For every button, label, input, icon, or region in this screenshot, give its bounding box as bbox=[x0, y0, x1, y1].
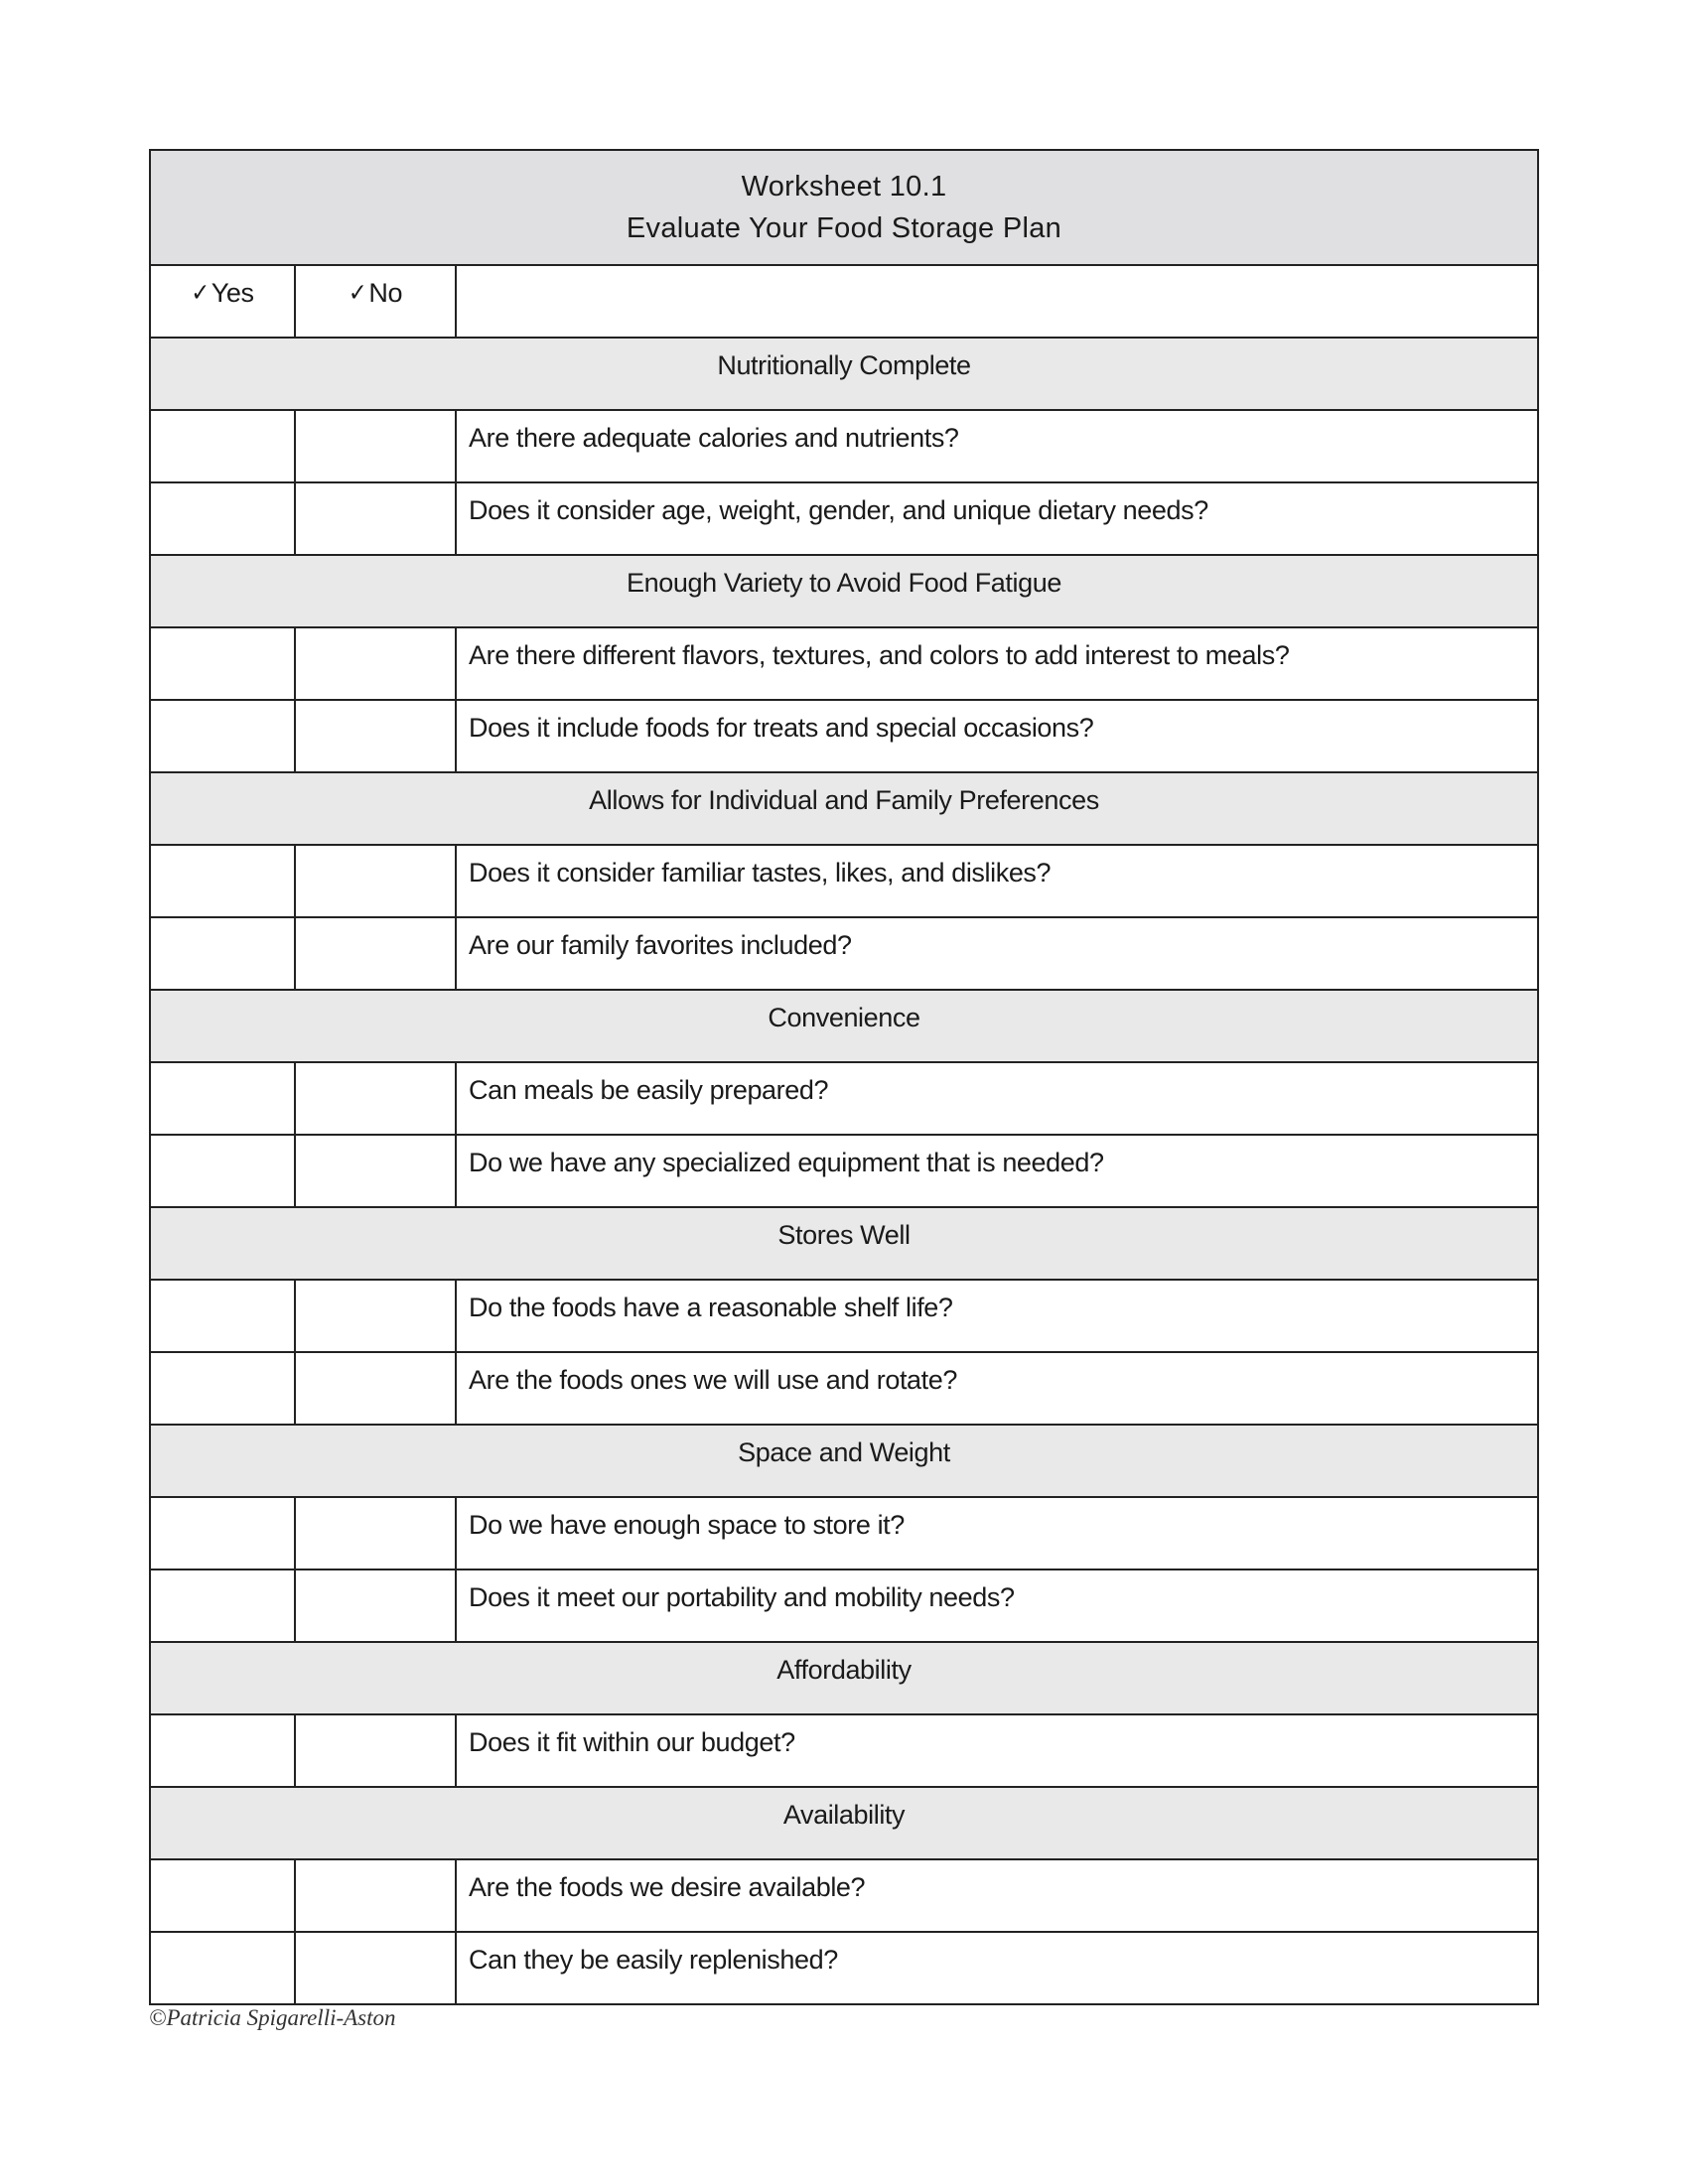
question-row bbox=[151, 1498, 1537, 1570]
question-row bbox=[151, 1933, 1537, 2003]
section-title: Affordability bbox=[776, 1655, 912, 1685]
column-header-row bbox=[151, 266, 1537, 339]
section-title: Convenience bbox=[768, 1003, 920, 1032]
question-text: Do the foods have a reasonable shelf life? bbox=[469, 1293, 953, 1322]
yes-checkbox-cell[interactable] bbox=[151, 1570, 296, 1641]
question-text: Does it consider age, weight, gender, and unique dietary needs? bbox=[469, 495, 1208, 525]
yes-checkbox-cell[interactable] bbox=[151, 628, 296, 699]
yes-checkbox-cell[interactable] bbox=[151, 1933, 296, 2003]
section-header-row bbox=[151, 1643, 1537, 1715]
no-checkbox-cell[interactable] bbox=[296, 628, 457, 699]
section-title: Allows for Individual and Family Preferences bbox=[589, 785, 1099, 815]
question-row bbox=[151, 1715, 1537, 1788]
no-checkbox-cell[interactable] bbox=[296, 1933, 457, 2003]
section-header-row bbox=[151, 1426, 1537, 1498]
yes-label: Yes bbox=[211, 278, 254, 308]
section-header-row bbox=[151, 1788, 1537, 1860]
question-text: Can meals be easily prepared? bbox=[469, 1075, 829, 1105]
worksheet-table bbox=[149, 149, 1539, 2005]
worksheet-title: Evaluate Your Food Storage Plan bbox=[626, 212, 1062, 244]
section-title: Nutritionally Complete bbox=[717, 350, 971, 380]
question-row bbox=[151, 411, 1537, 483]
question-text: Can they be easily replenished? bbox=[469, 1945, 838, 1975]
copyright-notice: ©Patricia Spigarelli-Aston bbox=[149, 2005, 396, 2030]
question-row bbox=[151, 701, 1537, 773]
worksheet-body bbox=[151, 339, 1537, 2003]
yes-checkbox-cell[interactable] bbox=[151, 1281, 296, 1351]
no-column-header bbox=[296, 266, 457, 337]
checkmark-icon: ✓ bbox=[191, 278, 210, 307]
yes-checkbox-cell[interactable] bbox=[151, 1860, 296, 1931]
no-checkbox-cell[interactable] bbox=[296, 1715, 457, 1786]
question-row bbox=[151, 846, 1537, 918]
yes-checkbox-cell[interactable] bbox=[151, 483, 296, 554]
no-checkbox-cell[interactable] bbox=[296, 1353, 457, 1424]
no-checkbox-cell[interactable] bbox=[296, 1498, 457, 1569]
question-row bbox=[151, 483, 1537, 556]
yes-checkbox-cell[interactable] bbox=[151, 1063, 296, 1134]
question-row bbox=[151, 1136, 1537, 1208]
question-text: Do we have enough space to store it? bbox=[469, 1510, 905, 1540]
question-text: Does it include foods for treats and special occasions? bbox=[469, 713, 1094, 743]
section-header-row bbox=[151, 339, 1537, 411]
no-checkbox-cell[interactable] bbox=[296, 701, 457, 771]
question-text: Does it consider familiar tastes, likes, and dislikes? bbox=[469, 858, 1052, 887]
question-row bbox=[151, 1353, 1537, 1426]
question-row bbox=[151, 1860, 1537, 1933]
question-text: Are our family favorites included? bbox=[469, 930, 852, 960]
section-header-row bbox=[151, 773, 1537, 846]
no-label: No bbox=[368, 278, 403, 308]
question-text: Are the foods we desire available? bbox=[469, 1872, 866, 1902]
question-column-header bbox=[457, 266, 1537, 337]
yes-checkbox-cell[interactable] bbox=[151, 1353, 296, 1424]
question-row bbox=[151, 918, 1537, 991]
question-row bbox=[151, 1281, 1537, 1353]
yes-checkbox-cell[interactable] bbox=[151, 701, 296, 771]
no-checkbox-cell[interactable] bbox=[296, 1570, 457, 1641]
section-title: Stores Well bbox=[777, 1220, 911, 1250]
no-checkbox-cell[interactable] bbox=[296, 1281, 457, 1351]
yes-checkbox-cell[interactable] bbox=[151, 918, 296, 989]
no-checkbox-cell[interactable] bbox=[296, 1136, 457, 1206]
section-title: Space and Weight bbox=[738, 1437, 950, 1467]
yes-checkbox-cell[interactable] bbox=[151, 1136, 296, 1206]
no-checkbox-cell[interactable] bbox=[296, 846, 457, 916]
checkmark-icon: ✓ bbox=[348, 278, 367, 307]
yes-checkbox-cell[interactable] bbox=[151, 1498, 296, 1569]
yes-checkbox-cell[interactable] bbox=[151, 411, 296, 481]
section-title: Availability bbox=[782, 1800, 906, 1830]
section-header-row bbox=[151, 991, 1537, 1063]
no-checkbox-cell[interactable] bbox=[296, 1063, 457, 1134]
section-header-row bbox=[151, 1208, 1537, 1281]
question-text: Are the foods ones we will use and rotate? bbox=[469, 1365, 958, 1395]
yes-checkbox-cell[interactable] bbox=[151, 1715, 296, 1786]
question-row bbox=[151, 628, 1537, 701]
yes-checkbox-cell[interactable] bbox=[151, 846, 296, 916]
yes-column-header bbox=[151, 266, 296, 337]
question-text: Are there adequate calories and nutrients? bbox=[469, 423, 959, 453]
no-checkbox-cell[interactable] bbox=[296, 411, 457, 481]
no-checkbox-cell[interactable] bbox=[296, 483, 457, 554]
section-header-row bbox=[151, 556, 1537, 628]
question-text: Does it meet our portability and mobility needs? bbox=[469, 1582, 1015, 1612]
section-title: Enough Variety to Avoid Food Fatigue bbox=[627, 568, 1061, 598]
question-text: Do we have any specialized equipment that is needed? bbox=[469, 1148, 1104, 1177]
no-checkbox-cell[interactable] bbox=[296, 918, 457, 989]
question-text: Are there different flavors, textures, and colors to add interest to meals? bbox=[469, 640, 1290, 670]
no-checkbox-cell[interactable] bbox=[296, 1860, 457, 1931]
worksheet-title-block bbox=[151, 151, 1537, 266]
question-row bbox=[151, 1570, 1537, 1643]
worksheet-number: Worksheet 10.1 bbox=[741, 171, 947, 203]
question-row bbox=[151, 1063, 1537, 1136]
question-text: Does it fit within our budget? bbox=[469, 1727, 795, 1757]
